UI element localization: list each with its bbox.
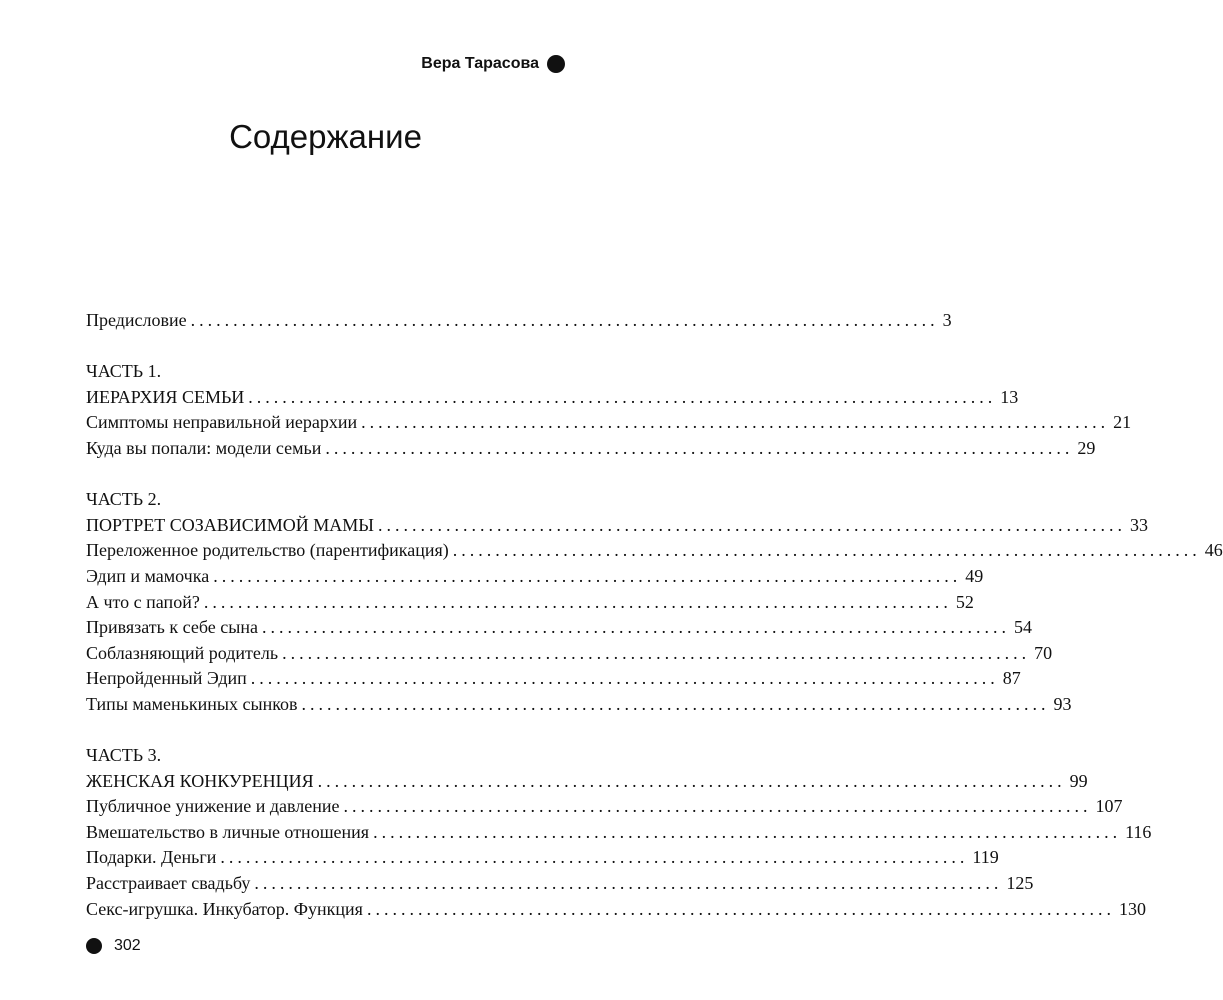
page-number: 302	[114, 937, 141, 954]
dot-leader: ........................................................................................	[452, 540, 1201, 561]
toc-entry-page: 52	[955, 591, 974, 612]
toc-entry-title: Симптомы неправильной иерархии	[86, 412, 358, 433]
dot-leader: ........................................................................................	[254, 873, 1003, 894]
toc-entry	[86, 513, 1148, 539]
toc-entry	[86, 615, 1032, 641]
dot-leader: ........................................................................................	[282, 642, 1031, 663]
toc-entry-page: 49	[965, 565, 984, 586]
toc-entry	[86, 794, 1123, 820]
dot-leader: ........................................................................................	[361, 412, 1110, 433]
toc-entry	[86, 590, 974, 616]
toc-entry-preface	[86, 308, 952, 334]
header-dot-icon	[547, 55, 565, 73]
toc-entry	[86, 666, 1021, 692]
toc-entry-title: ЖЕНСКАЯ КОНКУРЕНЦИЯ	[86, 770, 314, 791]
toc-entry	[86, 820, 1152, 846]
dot-leader: ........................................................................................	[213, 565, 962, 586]
toc-entry-page: 46	[1204, 540, 1223, 561]
toc-entry-title: ИЕРАРХИЯ СЕМЬИ	[86, 386, 245, 407]
toc-entry	[86, 845, 999, 871]
toc-entry-page: 93	[1053, 693, 1072, 714]
toc-entry	[86, 436, 1096, 462]
toc-entry-page: 119	[972, 847, 999, 868]
toc-entry-title: А что с папой?	[86, 591, 200, 612]
toc-entry-title: Привязать к себе сына	[86, 617, 258, 638]
toc-entry	[86, 538, 1223, 564]
page-footer	[86, 937, 141, 955]
toc-entry-title: Публичное унижение и давление	[86, 796, 340, 817]
author-name: Вера Тарасова	[421, 55, 539, 72]
toc-entry-title: Подарки. Деньги	[86, 847, 217, 868]
toc-entry	[86, 769, 1088, 795]
dot-leader: ........................................................................................	[250, 668, 999, 689]
toc-entry-title: Расстраивает свадьбу	[86, 873, 251, 894]
dot-leader: ........................................................................................	[203, 591, 952, 612]
toc-entry-page: 54	[1013, 617, 1032, 638]
toc-entry-page: 3	[942, 310, 952, 330]
toc-entry	[86, 692, 1072, 718]
page-title: Содержание	[229, 118, 422, 156]
toc-entry	[86, 564, 984, 590]
dot-leader: ........................................................................................	[301, 693, 1050, 714]
toc-entry-page: 107	[1095, 796, 1123, 817]
dot-leader: ........................................................................................	[343, 796, 1092, 817]
toc-entry-page: 21	[1113, 412, 1132, 433]
dot-leader: ........................................................................................	[377, 514, 1126, 535]
toc-entry-page: 125	[1006, 873, 1034, 894]
toc-entry	[86, 641, 1053, 667]
toc-entry-page: 13	[1000, 386, 1019, 407]
toc-entry-page: 33	[1129, 514, 1148, 535]
toc-entry-title: Куда вы попали: модели семьи	[86, 437, 322, 458]
toc-entry-title: Переложенное родительство (парентификация)	[86, 540, 449, 561]
toc-entry-title: Типы маменькиных сынков	[86, 693, 298, 714]
toc-entry-page: 29	[1077, 437, 1096, 458]
toc-entry-title: ПОРТРЕТ СОЗАВИСИМОЙ МАМЫ	[86, 514, 374, 535]
toc-entry	[86, 410, 1132, 436]
dot-leader: ........................................................................................	[317, 770, 1066, 791]
toc-entry	[86, 871, 1034, 897]
toc-entry-page: 87	[1002, 668, 1021, 689]
footer-dot-icon	[86, 938, 102, 954]
toc-entry-page: 70	[1034, 642, 1053, 663]
dot-leader: ........................................................................................	[190, 310, 939, 330]
part-label: ЧАСТЬ 3.	[86, 745, 162, 766]
toc-entry	[86, 385, 1019, 411]
toc-entry-title: Эдип и мамочка	[86, 565, 210, 586]
dot-leader: ........................................................................................	[248, 386, 997, 407]
running-header	[421, 55, 565, 73]
toc-entry-title: Вмешательство в личные отношения	[86, 821, 370, 842]
toc-entry	[86, 897, 1146, 923]
toc-entry-title: Соблазняющий родитель	[86, 642, 279, 663]
dot-leader: ........................................................................................	[366, 898, 1115, 919]
toc-entry-title: Предисловие	[86, 310, 187, 330]
part-label: ЧАСТЬ 1.	[86, 361, 162, 382]
toc-entry-page: 99	[1069, 770, 1088, 791]
dot-leader: ........................................................................................	[325, 437, 1074, 458]
toc-entry-page: 116	[1125, 821, 1152, 842]
toc-entry-title: Секс-игрушка. Инкубатор. Функция	[86, 898, 363, 919]
dot-leader: ........................................................................................	[261, 617, 1010, 638]
part-label: ЧАСТЬ 2.	[86, 489, 162, 510]
toc-entry-page: 130	[1118, 898, 1146, 919]
table-of-contents	[86, 308, 1223, 922]
toc-entry-title: Непройденный Эдип	[86, 668, 247, 689]
dot-leader: ........................................................................................	[373, 821, 1122, 842]
dot-leader: ........................................................................................	[220, 847, 969, 868]
